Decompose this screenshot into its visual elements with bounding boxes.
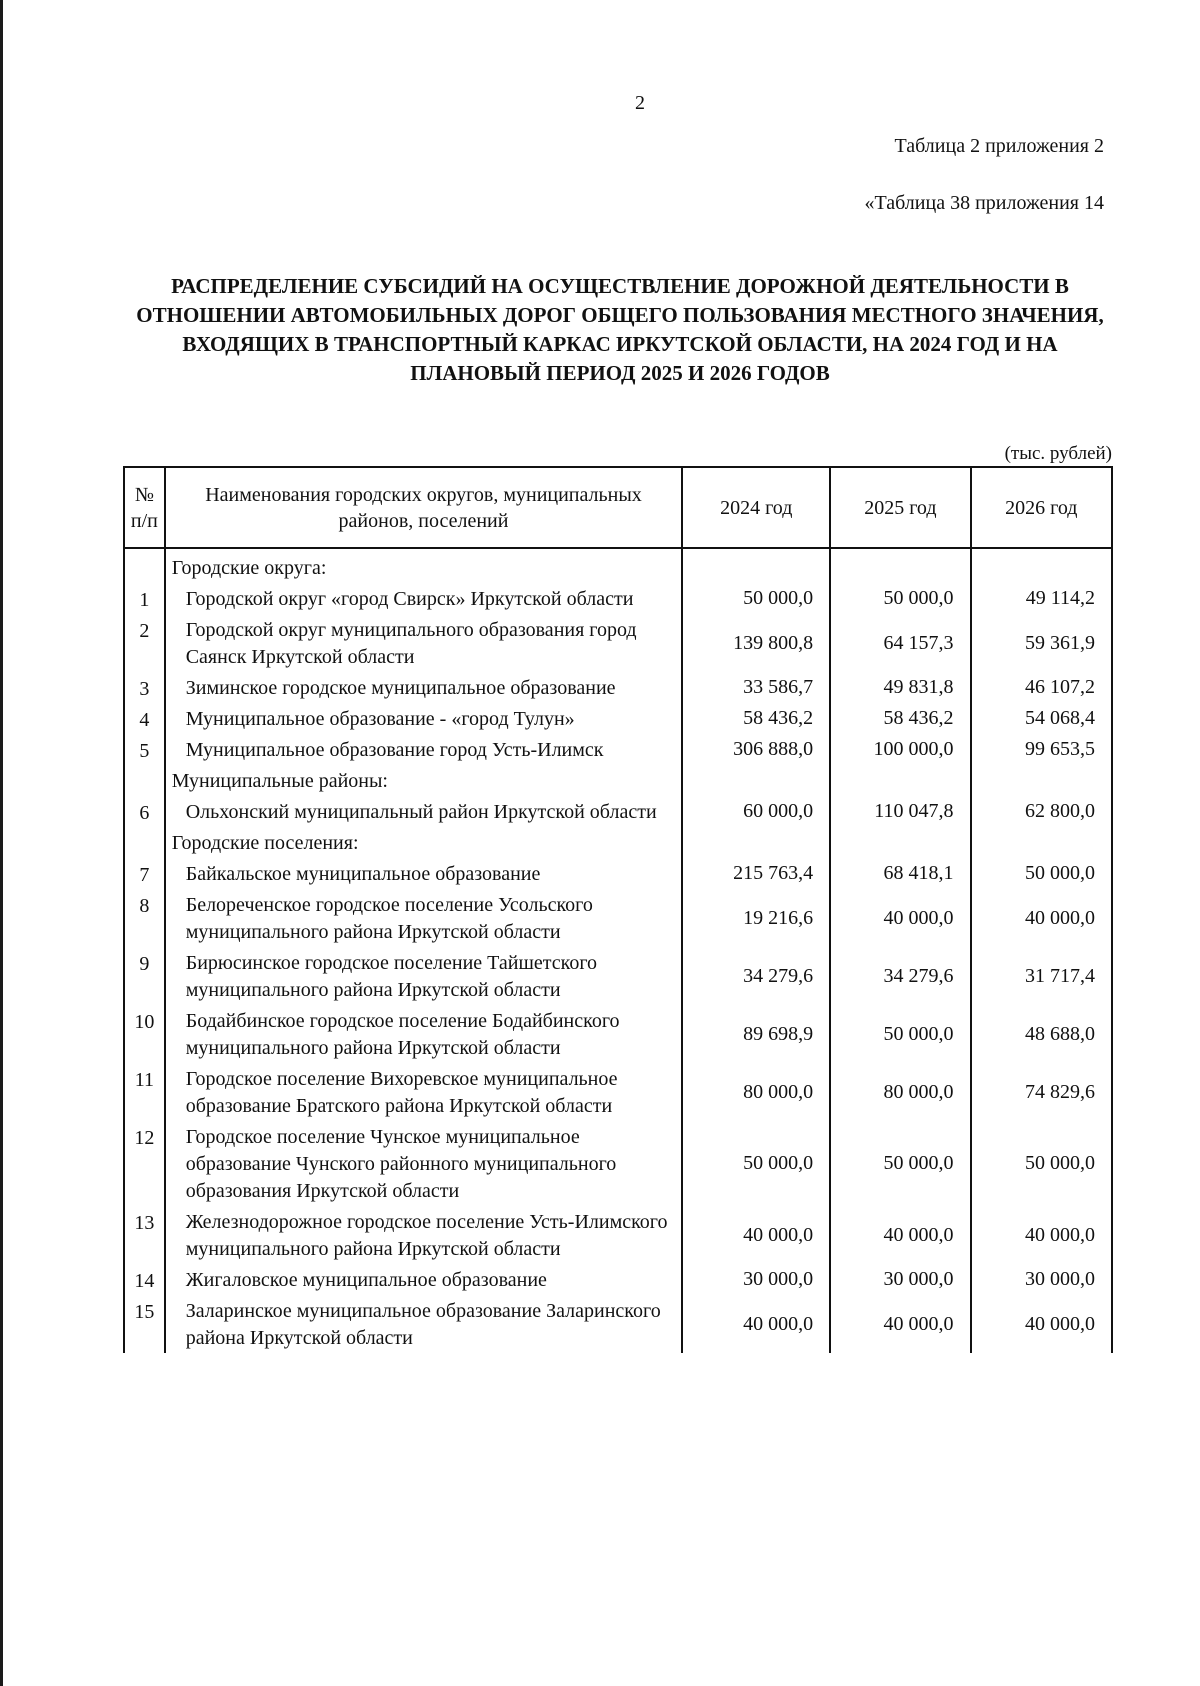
row-2024: 139 800,8 [682, 614, 830, 672]
row-2024: 60 000,0 [682, 796, 830, 827]
row-2025: 30 000,0 [830, 1264, 970, 1295]
row-2024: 19 216,6 [682, 889, 830, 947]
row-2025: 110 047,8 [830, 796, 970, 827]
table-row [124, 1063, 1112, 1121]
group-label: Городские округа: [165, 548, 683, 583]
row-num: 2 [124, 614, 165, 672]
document-title: РАСПРЕДЕЛЕНИЕ СУБСИДИЙ НА ОСУЩЕСТВЛЕНИЕ ДОРОЖНОЙ ДЕЯТЕЛЬНОСТИ В ОТНОШЕНИИ АВТОМОБИЛЬНЫХ ДОРОГ ОБЩЕГО ПОЛЬЗОВАНИЯ МЕСТНОГО ЗНАЧЕНИЯ, ВХОДЯЩИХ В ТРАНСПОРТНЫЙ КАРКАС ИРКУТСКОЙ ОБЛАСТИ, НА 2024 ГОД И НА ПЛАНОВЫЙ ПЕРИОД 2025 И 2026 ГОДОВ [136, 274, 1104, 385]
row-2026: 59 361,9 [971, 614, 1112, 672]
header-2025: 2025 год [830, 467, 970, 548]
row-name: Заларинское муниципальное образование Заларинского района Иркутской области [165, 1295, 683, 1353]
table-row [124, 583, 1112, 614]
row-num: 1 [124, 583, 165, 614]
table-row [124, 947, 1112, 1005]
page-number: 2 [635, 92, 645, 114]
group-label: Муниципальные районы: [165, 765, 683, 796]
table-row [124, 1206, 1112, 1264]
units-label: (тыс. рублей) [1004, 443, 1112, 464]
table-row [124, 796, 1112, 827]
row-name: Муниципальное образование - «город Тулун» [165, 703, 683, 734]
row-2024: 40 000,0 [682, 1295, 830, 1353]
row-num: 6 [124, 796, 165, 827]
table-row [124, 1121, 1112, 1206]
row-2024: 40 000,0 [682, 1206, 830, 1264]
table-row [124, 672, 1112, 703]
row-name: Зиминское городское муниципальное образование [165, 672, 683, 703]
table-row [124, 889, 1112, 947]
row-2025: 40 000,0 [830, 1295, 970, 1353]
row-name: Муниципальное образование город Усть-Илимск [165, 734, 683, 765]
row-name: Городской округ «город Свирск» Иркутской области [165, 583, 683, 614]
row-2026: 54 068,4 [971, 703, 1112, 734]
row-num: 15 [124, 1295, 165, 1353]
row-2024: 33 586,7 [682, 672, 830, 703]
row-2025: 68 418,1 [830, 858, 970, 889]
header-num: № п/п [124, 467, 165, 548]
table-row [124, 1264, 1112, 1295]
group-row [124, 827, 1112, 858]
row-2025: 50 000,0 [830, 1005, 970, 1063]
row-2025: 40 000,0 [830, 889, 970, 947]
row-2026: 40 000,0 [971, 1295, 1112, 1353]
row-2026: 30 000,0 [971, 1264, 1112, 1295]
row-2026: 50 000,0 [971, 858, 1112, 889]
subsidy-table [123, 466, 1113, 1353]
row-name: Байкальское муниципальное образование [165, 858, 683, 889]
row-num: 3 [124, 672, 165, 703]
row-num: 13 [124, 1206, 165, 1264]
row-2024: 215 763,4 [682, 858, 830, 889]
table-row [124, 614, 1112, 672]
row-2024: 50 000,0 [682, 1121, 830, 1206]
row-2026: 40 000,0 [971, 1206, 1112, 1264]
row-2026: 74 829,6 [971, 1063, 1112, 1121]
table-row [124, 703, 1112, 734]
row-2024: 306 888,0 [682, 734, 830, 765]
table-row [124, 734, 1112, 765]
row-2024: 50 000,0 [682, 583, 830, 614]
row-num: 7 [124, 858, 165, 889]
row-2026: 46 107,2 [971, 672, 1112, 703]
row-2026: 62 800,0 [971, 796, 1112, 827]
row-name: Железнодорожное городское поселение Усть-Илимского муниципального района Иркутской области [165, 1206, 683, 1264]
row-name: Бирюсинское городское поселение Тайшетского муниципального района Иркутской области [165, 947, 683, 1005]
row-name: Городское поселение Чунское муниципальное образование Чунского районного муниципального образования Иркутской области [165, 1121, 683, 1206]
header-2026: 2026 год [971, 467, 1112, 548]
table-row [124, 1295, 1112, 1353]
header-name: Наименования городских округов, муниципальных районов, поселений [165, 467, 683, 548]
row-2024: 30 000,0 [682, 1264, 830, 1295]
row-2025: 49 831,8 [830, 672, 970, 703]
row-num: 10 [124, 1005, 165, 1063]
row-2024: 89 698,9 [682, 1005, 830, 1063]
row-num: 4 [124, 703, 165, 734]
table-header-row [124, 467, 1112, 548]
appendix-reference: «Таблица 38 приложения 14 [864, 192, 1104, 214]
row-2025: 58 436,2 [830, 703, 970, 734]
row-2026: 40 000,0 [971, 889, 1112, 947]
row-2025: 50 000,0 [830, 1121, 970, 1206]
row-name: Городской округ муниципального образования город Саянск Иркутской области [165, 614, 683, 672]
row-2025: 64 157,3 [830, 614, 970, 672]
row-name: Белореченское городское поселение Усольского муниципального района Иркутской области [165, 889, 683, 947]
row-name: Городское поселение Вихоревское муниципальное образование Братского района Иркутской области [165, 1063, 683, 1121]
row-2024: 34 279,6 [682, 947, 830, 1005]
group-label: Городские поселения: [165, 827, 683, 858]
header-2024: 2024 год [682, 467, 830, 548]
table-row [124, 1005, 1112, 1063]
row-num: 9 [124, 947, 165, 1005]
row-2026: 99 653,5 [971, 734, 1112, 765]
group-row [124, 765, 1112, 796]
row-2025: 80 000,0 [830, 1063, 970, 1121]
row-name: Бодайбинское городское поселение Бодайбинского муниципального района Иркутской области [165, 1005, 683, 1063]
row-2026: 48 688,0 [971, 1005, 1112, 1063]
table-reference: Таблица 2 приложения 2 [894, 135, 1104, 157]
row-num: 14 [124, 1264, 165, 1295]
row-2025: 40 000,0 [830, 1206, 970, 1264]
row-2026: 49 114,2 [971, 583, 1112, 614]
scan-edge-line [0, 0, 3, 1686]
row-num: 8 [124, 889, 165, 947]
row-2026: 31 717,4 [971, 947, 1112, 1005]
row-2024: 80 000,0 [682, 1063, 830, 1121]
row-name: Ольхонский муниципальный район Иркутской области [165, 796, 683, 827]
row-name: Жигаловское муниципальное образование [165, 1264, 683, 1295]
group-row [124, 548, 1112, 583]
row-2026: 50 000,0 [971, 1121, 1112, 1206]
row-2025: 34 279,6 [830, 947, 970, 1005]
row-num: 5 [124, 734, 165, 765]
row-2025: 50 000,0 [830, 583, 970, 614]
row-2025: 100 000,0 [830, 734, 970, 765]
table-row [124, 858, 1112, 889]
row-num: 12 [124, 1121, 165, 1206]
row-num: 11 [124, 1063, 165, 1121]
row-2024: 58 436,2 [682, 703, 830, 734]
